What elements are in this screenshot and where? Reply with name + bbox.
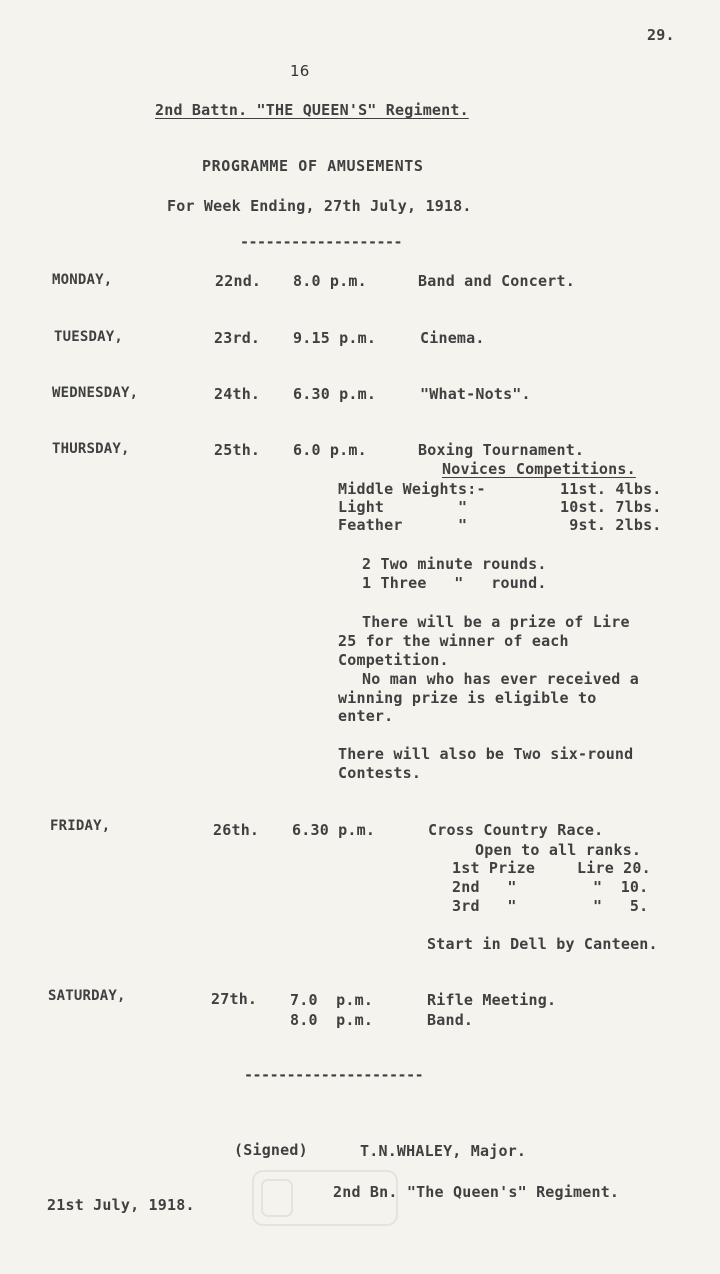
weight-limit: 11st. 4lbs. (560, 480, 662, 498)
date-friday: 26th. (213, 821, 260, 839)
time-monday: 8.0 p.m. (293, 272, 367, 290)
race-start-note: Start in Dell by Canteen. (427, 935, 658, 953)
bottom-divider: --------------------- (244, 1066, 424, 1084)
eligibility-text: No man who has ever received a (362, 670, 639, 688)
unit-heading: 2nd Battn. "THE QUEEN'S" Regiment. (155, 101, 469, 119)
prize-text: There will be a prize of Lire (362, 613, 630, 631)
date-saturday: 27th. (211, 990, 258, 1008)
signatory-unit: 2nd Bn. "The Queen's" Regiment. (333, 1183, 620, 1201)
programme-title: PROGRAMME OF AMUSEMENTS (202, 157, 424, 175)
contests-text: Contests. (338, 764, 422, 782)
race-prize-place: 1st Prize (452, 859, 536, 877)
race-prize-amount: " 10. (593, 878, 649, 896)
day-wednesday: WEDNESDAY, (52, 385, 139, 401)
weight-limit: 10st. 7lbs. (560, 498, 662, 516)
eligibility-text: enter. (338, 707, 394, 725)
top-divider: ------------------- (240, 233, 403, 251)
handwritten-page-number: 16 (290, 62, 310, 80)
event-wednesday: "What-Nots". (420, 385, 531, 403)
weight-class: Middle Weights:- (338, 480, 486, 498)
prize-text: Competition. (338, 651, 449, 669)
time-thursday: 6.0 p.m. (293, 441, 367, 459)
event-thursday: Boxing Tournament. (418, 441, 585, 459)
date-thursday: 25th. (214, 441, 261, 459)
faint-stamp-mark (250, 1168, 400, 1228)
time-saturday: 7.0 p.m. (290, 991, 374, 1009)
signed-label: (Signed) (234, 1141, 308, 1159)
event-saturday: Band. (427, 1011, 474, 1029)
race-prize-amount: Lire 20. (577, 859, 651, 877)
race-prize-place: 3rd " (452, 897, 517, 915)
eligibility-text: winning prize is eligible to (338, 689, 597, 707)
document-date: 21st July, 1918. (47, 1196, 195, 1214)
race-prize-place: 2nd " (452, 878, 517, 896)
day-friday: FRIDAY, (50, 818, 111, 834)
page-number: 29. (647, 26, 675, 44)
contests-text: There will also be Two six-round (338, 745, 634, 763)
day-thursday: THURSDAY, (52, 441, 130, 457)
novices-competitions-heading: Novices Competitions. (442, 460, 636, 478)
rounds-line: 1 Three " round. (362, 574, 547, 592)
week-ending-subtitle: For Week Ending, 27th July, 1918. (167, 197, 472, 215)
weight-limit: 9st. 2lbs. (560, 516, 662, 534)
event-friday: Cross Country Race. (428, 821, 604, 839)
date-monday: 22nd. (215, 272, 262, 290)
race-open-note: Open to all ranks. (475, 841, 642, 859)
day-tuesday: TUESDAY, (54, 329, 124, 345)
time-saturday: 8.0 p.m. (290, 1011, 374, 1029)
weight-class: Feather " (338, 516, 468, 534)
date-wednesday: 24th. (214, 385, 261, 403)
day-monday: MONDAY, (52, 272, 113, 288)
day-saturday: SATURDAY, (48, 988, 126, 1004)
event-tuesday: Cinema. (420, 329, 485, 347)
race-prize-amount: " 5. (593, 897, 649, 915)
time-friday: 6.30 p.m. (292, 821, 376, 839)
signatory-name: T.N.WHALEY, Major. (360, 1142, 527, 1160)
time-wednesday: 6.30 p.m. (293, 385, 377, 403)
weight-class: Light " (338, 498, 468, 516)
date-tuesday: 23rd. (214, 329, 261, 347)
event-monday: Band and Concert. (418, 272, 575, 290)
prize-text: 25 for the winner of each (338, 632, 569, 650)
time-tuesday: 9.15 p.m. (293, 329, 377, 347)
rounds-line: 2 Two minute rounds. (362, 555, 547, 573)
event-saturday: Rifle Meeting. (427, 991, 557, 1009)
